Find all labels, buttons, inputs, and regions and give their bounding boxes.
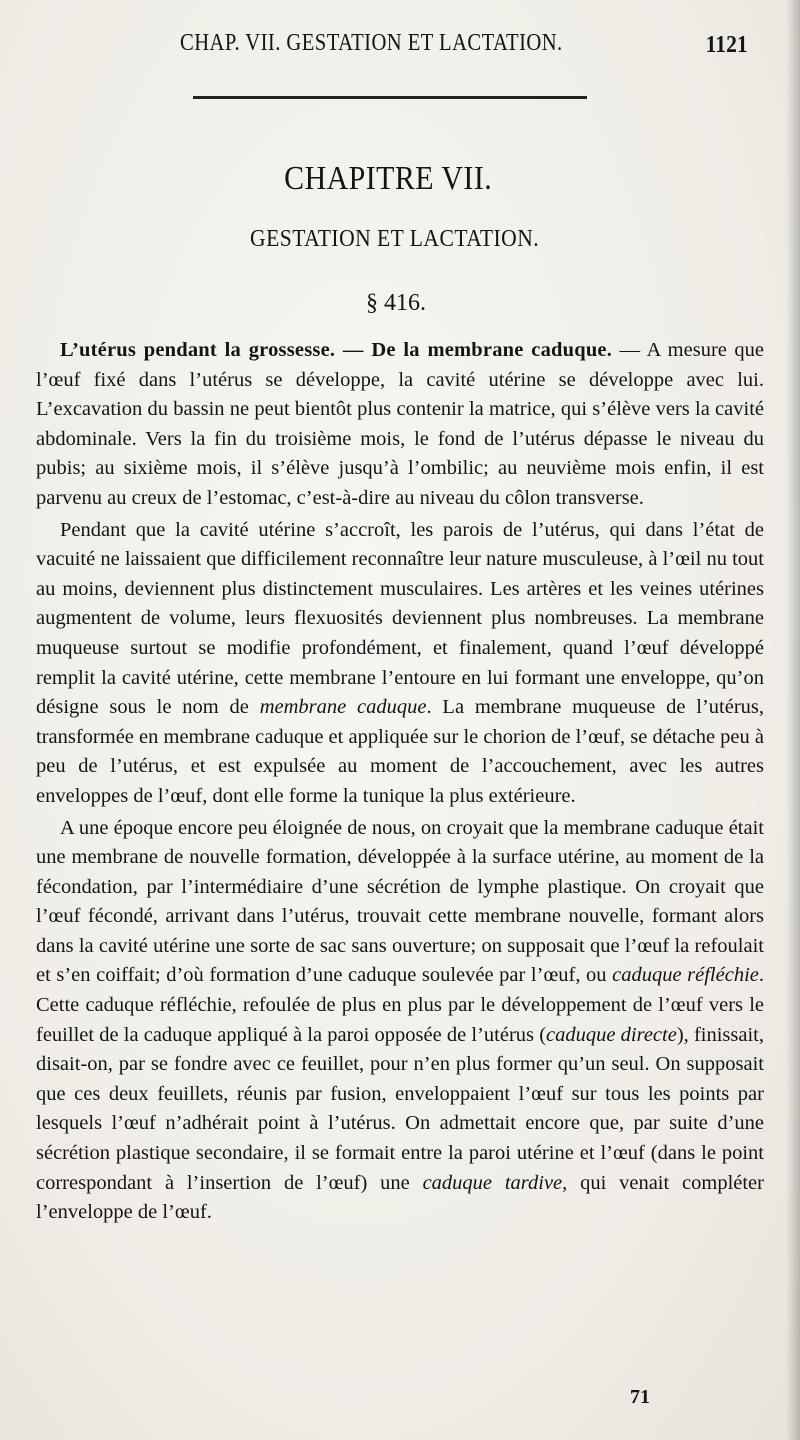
paragraph-3-emphasis-2: caduque directe xyxy=(546,1023,677,1046)
running-title: CHAP. VII. GESTATION ET LACTATION. xyxy=(180,30,563,56)
paragraph-3-emphasis-3: caduque tardive xyxy=(422,1171,563,1194)
page-number: 1121 xyxy=(705,32,748,58)
paragraph-3-text-c: ), finissait, disait-on, par se fondre avec ce feuillet, pour n’en plus former qu’un seul. On supposait que ces deux feuillets, réunis par fusion, enveloppaient l’œuf sur tous les points par lesquels l’œuf n’adhérait point à l’utérus. On admettait encore que, par suite d’une sécrétion plastique secondaire, il se formait entre la paroi utérine et l’œuf (dans le point correspondant à l’insertion de l’œuf) une xyxy=(36,1023,764,1194)
body-text xyxy=(36,336,764,1228)
paragraph-3-emphasis-1: caduque réfléchie xyxy=(612,964,759,987)
running-head xyxy=(180,30,760,66)
paragraph-2-emphasis: membrane caduque xyxy=(259,696,427,719)
paragraph-2 xyxy=(36,516,764,812)
chapter-subtitle-text: GESTATION ET LACTATION. xyxy=(250,226,540,252)
header-rule xyxy=(193,96,587,99)
paragraph-3-text-a: A une époque encore peu éloignée de nous, on croyait que la membrane caduque était une membrane de nouvelle formation, développée à la surface utérine, au moment de la fécondation, par l’intermédiaire d’une sécrétion de lymphe plastique. On croyait que l’œuf fécondé, arrivant dans l’utérus, trouvait cette membrane nouvelle, formant alors dans la cavité utérine une sorte de sac sans ouverture; on supposait que l’œuf la refoulait et s’en coiffait; d’où formation d’une caduque soulevée par l’œuf, ou xyxy=(36,816,764,987)
paragraph-1-lead: L’utérus pendant la grossesse. — De la membrane caduque. xyxy=(60,339,613,361)
chapter-title xyxy=(0,160,776,198)
chapter-subtitle xyxy=(0,226,790,253)
chapter-title-text: CHAPITRE VII. xyxy=(284,160,492,197)
paragraph-1 xyxy=(36,336,764,514)
paragraph-3 xyxy=(36,814,764,1228)
paragraph-3-text-d: , qui venait compléter l’enveloppe de l’œuf. xyxy=(36,1171,764,1224)
page-edge-shadow xyxy=(786,0,800,1440)
section-number: § 416. xyxy=(366,290,426,316)
paragraph-2-text-b: . La membrane muqueuse de l’utérus, transformée en membrane caduque et appliquée sur le chorion de l’œuf, se détache peu à peu de l’utérus, et est expulsée au moment de l’accouchement, avec les autres enveloppes de l’œuf, dont elle forme la tunique la plus extérieure. xyxy=(36,696,765,807)
paragraph-2-text-a: Pendant que la cavité utérine s’accroît, les parois de l’utérus, qui dans l’état de vacuité ne laissaient que difficilement reconnaître leur nature musculeuse, à l’œil nu tout au moins, deviennent plus distinctement musculaires. Les artères et les veines utérines augmentent de volume, leurs flexuosités deviennent plus nombreuses. La membrane muqueuse surtout se modifie profondément, et finalement, quand l’œuf développé remplit la cavité utérine, cette membrane l’entoure en lui formant une enveloppe, qu’on désigne sous le nom de xyxy=(36,518,764,719)
signature-mark: 71 xyxy=(630,1386,650,1408)
paragraph-1-text: — A mesure que l’œuf fixé dans l’utérus se développe, la cavité utérine se développe avec lui. L’excavation du bassin ne peut bientôt plus contenir la matrice, qui s’élève vers la cavité abdominale. Vers la fin du troisième mois, le fond de l’utérus dépasse le niveau du pubis; au sixième mois, il s’élève jusqu’à l’ombilic; au neuvième mois enfin, il est parvenu au creux de l’estomac, c’est-à-dire au niveau du côlon transverse. xyxy=(36,339,765,509)
paragraph-3-text-b: . Cette caduque réfléchie, refoulée de plus en plus par le développement de l’œuf vers le feuillet de la caduque appliqué à la paroi opposée de l’utérus ( xyxy=(36,964,764,1046)
